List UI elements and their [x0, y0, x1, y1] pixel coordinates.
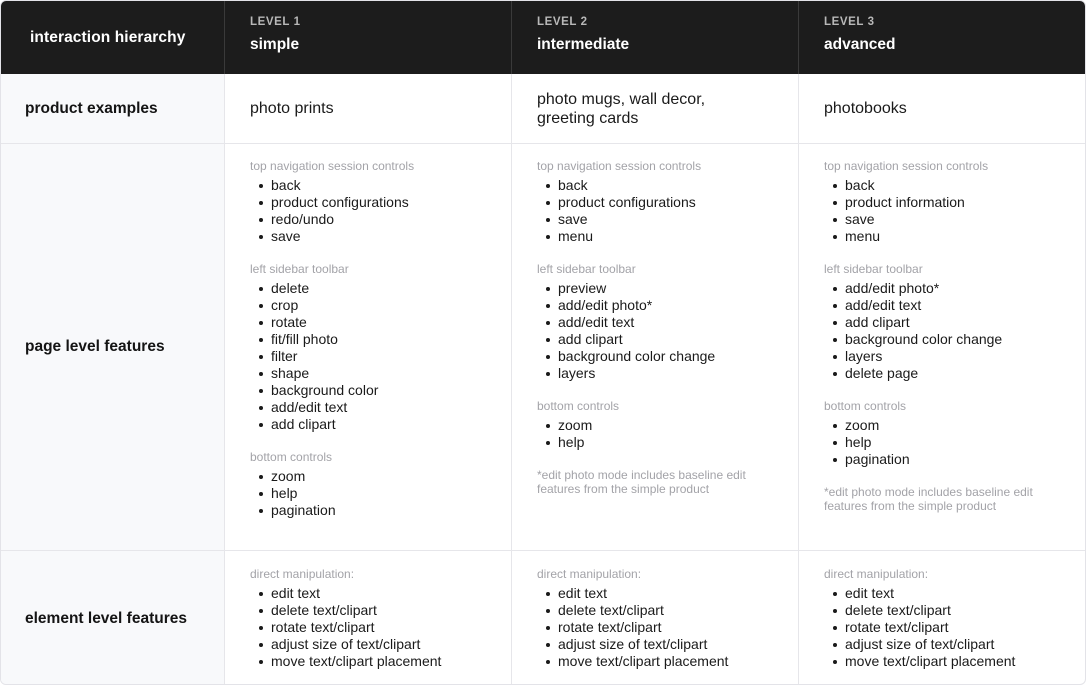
feature-item: add clipart — [537, 331, 798, 348]
feature-item: product information — [824, 194, 1086, 211]
feature-item: rotate — [250, 314, 511, 331]
element-features-level-3 — [799, 551, 1086, 685]
row-label: element level features — [25, 609, 187, 627]
section-label: direct manipulation: — [250, 567, 355, 581]
feature-item: layers — [537, 365, 798, 382]
feature-item: edit text — [537, 585, 798, 602]
section-label: left sidebar toolbar — [824, 262, 923, 276]
page-features-level-3 — [799, 144, 1086, 551]
feature-item: delete text/clipart — [824, 602, 1086, 619]
feature-item: adjust size of text/clipart — [824, 636, 1086, 653]
feature-item: help — [250, 485, 511, 502]
feature-item: delete text/clipart — [250, 602, 511, 619]
feature-item: zoom — [824, 417, 1086, 434]
feature-item: shape — [250, 365, 511, 382]
feature-item: filter — [250, 348, 511, 365]
section-label: top navigation session controls — [824, 159, 989, 173]
feature-item: crop — [250, 297, 511, 314]
feature-item: add/edit photo* — [537, 297, 798, 314]
level-name: simple — [250, 36, 300, 53]
feature-list — [250, 585, 511, 670]
section-label: top navigation session controls — [250, 159, 415, 173]
feature-item: background color — [250, 382, 511, 399]
feature-list — [537, 585, 798, 670]
section-label: bottom controls — [537, 399, 620, 413]
section-label: bottom controls — [824, 399, 907, 413]
feature-item: add/edit text — [250, 399, 511, 416]
product-example-text: photo prints — [250, 100, 334, 117]
product-example-level-3 — [799, 74, 1086, 144]
feature-item: adjust size of text/clipart — [537, 636, 798, 653]
feature-item: background color change — [824, 331, 1086, 348]
row-header-product-examples — [1, 74, 225, 144]
footnote: *edit photo mode includes baseline edit features from the simple product — [537, 468, 746, 496]
feature-item: preview — [537, 280, 798, 297]
feature-item: back — [824, 177, 1086, 194]
feature-item: zoom — [250, 468, 511, 485]
feature-item: menu — [537, 228, 798, 245]
feature-item: back — [250, 177, 511, 194]
feature-item: background color change — [537, 348, 798, 365]
feature-item: rotate text/clipart — [250, 619, 511, 636]
feature-item: save — [537, 211, 798, 228]
section-label: direct manipulation: — [824, 567, 929, 581]
section-label: bottom controls — [250, 450, 333, 464]
row-header-element-level-features — [1, 551, 225, 685]
feature-item: help — [537, 434, 798, 451]
feature-item: product configurations — [537, 194, 798, 211]
section-label: direct manipulation: — [537, 567, 642, 581]
page-features-level-1 — [225, 144, 512, 551]
row-label: page level features — [25, 338, 165, 355]
feature-item: zoom — [537, 417, 798, 434]
header-level-3 — [799, 1, 1086, 74]
row-label: product examples — [25, 99, 158, 117]
feature-item: pagination — [250, 502, 511, 519]
corner-label: interaction hierarchy — [30, 28, 186, 46]
header-level-1 — [225, 1, 512, 74]
feature-item: save — [824, 211, 1086, 228]
feature-item: move text/clipart placement — [824, 653, 1086, 670]
feature-item: edit text — [250, 585, 511, 602]
product-example-text: photo mugs, wall decor, greeting cards — [537, 90, 706, 127]
feature-item: pagination — [824, 451, 1086, 468]
product-example-text: photobooks — [824, 100, 907, 117]
feature-list — [537, 280, 798, 382]
section-label: left sidebar toolbar — [250, 262, 349, 276]
level-tag: LEVEL 3 — [824, 16, 875, 28]
feature-item: add/edit text — [537, 314, 798, 331]
section-label: top navigation session controls — [537, 159, 702, 173]
feature-list — [250, 177, 511, 245]
feature-item: delete — [250, 280, 511, 297]
row-header-page-level-features — [1, 144, 225, 551]
feature-item: move text/clipart placement — [250, 653, 511, 670]
page-features-level-2 — [512, 144, 799, 551]
feature-item: move text/clipart placement — [537, 653, 798, 670]
feature-item: save — [250, 228, 511, 245]
feature-list — [824, 177, 1086, 245]
section-label: left sidebar toolbar — [537, 262, 636, 276]
feature-list — [824, 417, 1086, 468]
feature-list — [824, 280, 1086, 382]
feature-item: redo/undo — [250, 211, 511, 228]
feature-list — [250, 280, 511, 433]
level-name: advanced — [824, 36, 896, 53]
header-corner — [1, 1, 225, 74]
feature-item: delete text/clipart — [537, 602, 798, 619]
feature-item: back — [537, 177, 798, 194]
feature-item: add/edit photo* — [824, 280, 1086, 297]
feature-item: edit text — [824, 585, 1086, 602]
footnote: *edit photo mode includes baseline edit features from the simple product — [824, 485, 1033, 513]
feature-list — [537, 177, 798, 245]
feature-item: layers — [824, 348, 1086, 365]
feature-item: rotate text/clipart — [537, 619, 798, 636]
feature-item: menu — [824, 228, 1086, 245]
feature-list — [537, 417, 798, 451]
feature-list — [250, 468, 511, 519]
element-features-level-1 — [225, 551, 512, 685]
feature-item: add/edit text — [824, 297, 1086, 314]
feature-item: product configurations — [250, 194, 511, 211]
feature-item: delete page — [824, 365, 1086, 382]
feature-item: add clipart — [250, 416, 511, 433]
feature-item: adjust size of text/clipart — [250, 636, 511, 653]
product-example-level-2 — [512, 74, 799, 144]
level-name: intermediate — [537, 36, 630, 53]
feature-item: rotate text/clipart — [824, 619, 1086, 636]
feature-item: add clipart — [824, 314, 1086, 331]
header-level-2 — [512, 1, 799, 74]
feature-item: fit/fill photo — [250, 331, 511, 348]
level-tag: LEVEL 1 — [250, 16, 301, 28]
level-tag: LEVEL 2 — [537, 16, 588, 28]
feature-list — [824, 585, 1086, 670]
feature-item: help — [824, 434, 1086, 451]
product-example-level-1 — [225, 74, 512, 144]
element-features-level-2 — [512, 551, 799, 685]
